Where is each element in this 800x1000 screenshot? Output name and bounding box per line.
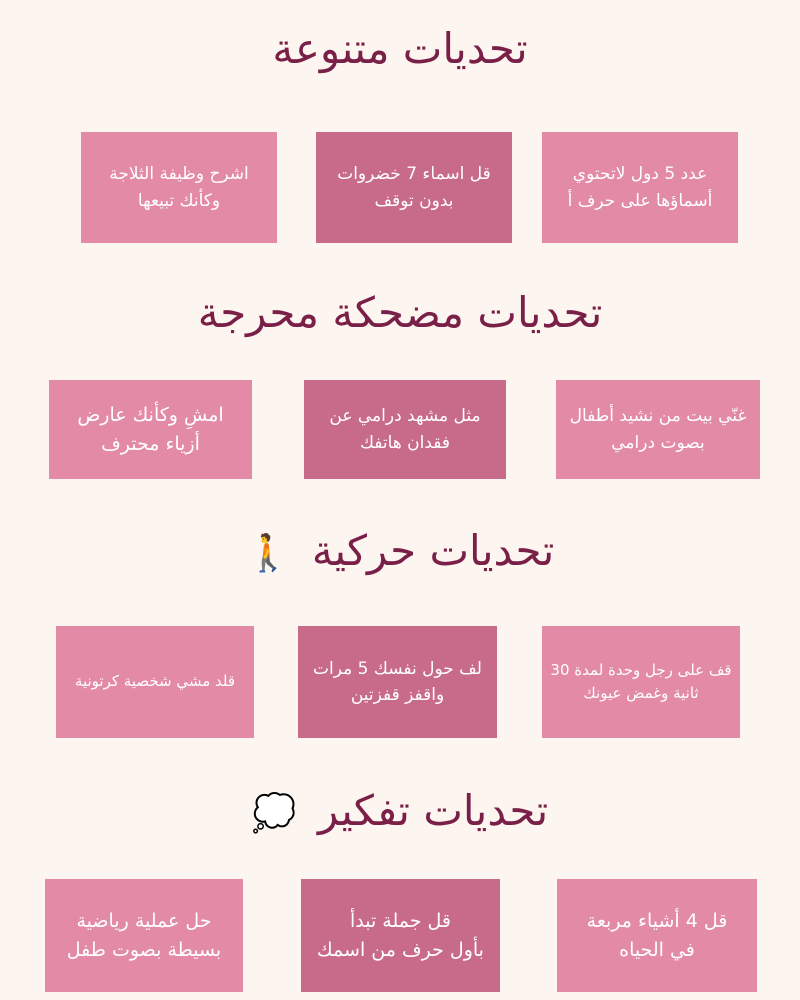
section-title-movement-challenges: تحديات حركية 🚶 <box>245 526 555 575</box>
challenge-card[interactable]: عدد 5 دول لاتحتوي أسماؤها على حرف أ <box>542 132 738 243</box>
challenge-card[interactable]: غنّي بيت من نشيد أطفال بصوت درامي <box>556 380 760 479</box>
challenge-card[interactable]: اشرح وظيفة الثلاجة وكأنك تبيعها <box>81 132 277 243</box>
section-title-funny-challenges: تحديات مضحكة محرجة <box>197 288 603 337</box>
challenge-card[interactable]: قلد مشي شخصية كرتونية <box>56 626 254 738</box>
challenge-card[interactable]: لف حول نفسك 5 مرات واقفز قفزتين <box>298 626 497 738</box>
walking-person-icon: 🚶 <box>245 532 291 574</box>
section-title-varied-challenges: تحديات متنوعة <box>272 24 528 73</box>
thought-bubble-icon: 💭 <box>251 792 297 834</box>
challenge-card[interactable]: امشِ وكأنك عارض أزياء محترف <box>49 380 252 479</box>
challenge-card[interactable]: قل 4 أشياء مربعة في الحياه <box>557 879 757 992</box>
challenge-card[interactable]: مثل مشهد درامي عن فقدان هاتفك <box>304 380 506 479</box>
challenge-card[interactable]: حل عملية رياضية بسيطة بصوت طفل <box>45 879 243 992</box>
challenge-card[interactable]: قل اسماء 7 خضروات بدون توقف <box>316 132 512 243</box>
section-title-thinking-challenges: تحديات تفكير 💭 <box>251 786 549 835</box>
challenge-card[interactable]: قل جملة تبدأ بأول حرف من اسمك <box>301 879 500 992</box>
challenge-card[interactable]: قف على رجل وحدة لمدة 30 ثانية وغمض عيونك <box>542 626 740 738</box>
